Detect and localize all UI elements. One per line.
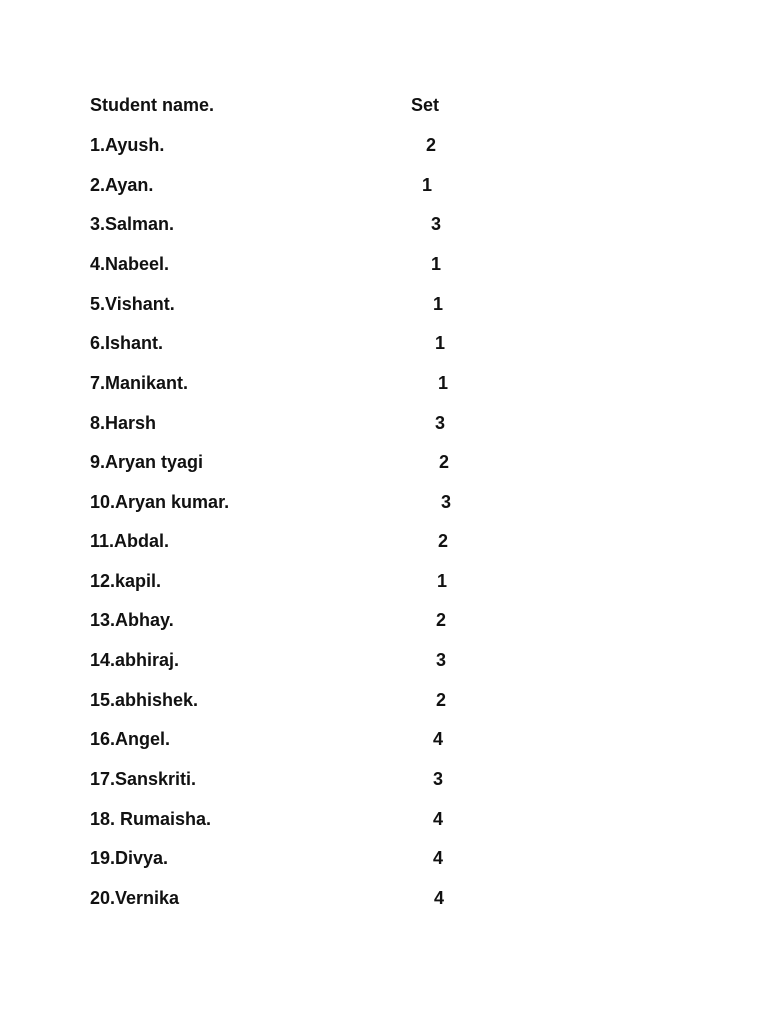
student-name: 12.kapil. — [90, 571, 162, 591]
student-row — [90, 371, 510, 395]
student-set: 3 — [440, 492, 451, 512]
student-name: 2.Ayan. — [90, 175, 154, 195]
student-set: 1 — [436, 571, 447, 591]
student-name: 18. Rumaisha. — [90, 809, 212, 829]
student-set: 2 — [435, 610, 446, 630]
student-set: 3 — [432, 769, 443, 789]
student-set: 4 — [432, 848, 443, 868]
student-set: 4 — [432, 809, 443, 829]
student-set: 1 — [432, 294, 443, 314]
student-row — [90, 886, 510, 910]
student-name: 1.Ayush. — [90, 135, 165, 155]
student-set: 3 — [430, 214, 441, 234]
student-set: 1 — [434, 333, 445, 353]
student-name: 16.Angel. — [90, 729, 171, 749]
student-row — [90, 569, 510, 593]
student-set: 3 — [435, 650, 446, 670]
student-name: 19.Divya. — [90, 848, 169, 868]
student-name-header: Student name. — [90, 95, 215, 115]
student-row — [90, 173, 510, 197]
student-name: 10.Aryan kumar. — [90, 492, 230, 512]
student-row — [90, 133, 510, 157]
student-row — [90, 252, 510, 276]
student-row — [90, 608, 510, 632]
student-row — [90, 450, 510, 474]
student-name: 11.Abdal. — [90, 531, 170, 551]
student-set: 3 — [434, 413, 445, 433]
student-row — [90, 292, 510, 316]
student-row — [90, 411, 510, 435]
student-set: 2 — [435, 690, 446, 710]
student-name: 13.Abhay. — [90, 610, 174, 630]
student-row — [90, 688, 510, 712]
student-name: 8.Harsh — [90, 413, 157, 433]
student-set: 1 — [421, 175, 432, 195]
student-row — [90, 846, 510, 870]
student-name: 14.abhiraj. — [90, 650, 180, 670]
student-set: 2 — [425, 135, 436, 155]
table-header — [90, 93, 510, 117]
student-set: 1 — [430, 254, 441, 274]
student-set: 4 — [433, 888, 444, 908]
student-row — [90, 331, 510, 355]
student-set: 2 — [438, 452, 449, 472]
student-name: 9.Aryan tyagi — [90, 452, 204, 472]
student-name: 15.abhishek. — [90, 690, 199, 710]
student-name: 4.Nabeel. — [90, 254, 170, 274]
student-name: 17.Sanskriti. — [90, 769, 197, 789]
student-set: 2 — [437, 531, 448, 551]
student-name: 5.Vishant. — [90, 294, 175, 314]
student-row — [90, 490, 510, 514]
student-set: 1 — [437, 373, 448, 393]
student-name: 3.Salman. — [90, 214, 175, 234]
student-name: 20.Vernika — [90, 888, 180, 908]
student-row — [90, 727, 510, 751]
student-row — [90, 807, 510, 831]
student-name: 7.Manikant. — [90, 373, 189, 393]
student-row — [90, 648, 510, 672]
student-row — [90, 529, 510, 553]
student-name: 6.Ishant. — [90, 333, 164, 353]
set-header: Set — [411, 95, 440, 115]
student-row — [90, 767, 510, 791]
student-set: 4 — [432, 729, 443, 749]
student-row — [90, 212, 510, 236]
